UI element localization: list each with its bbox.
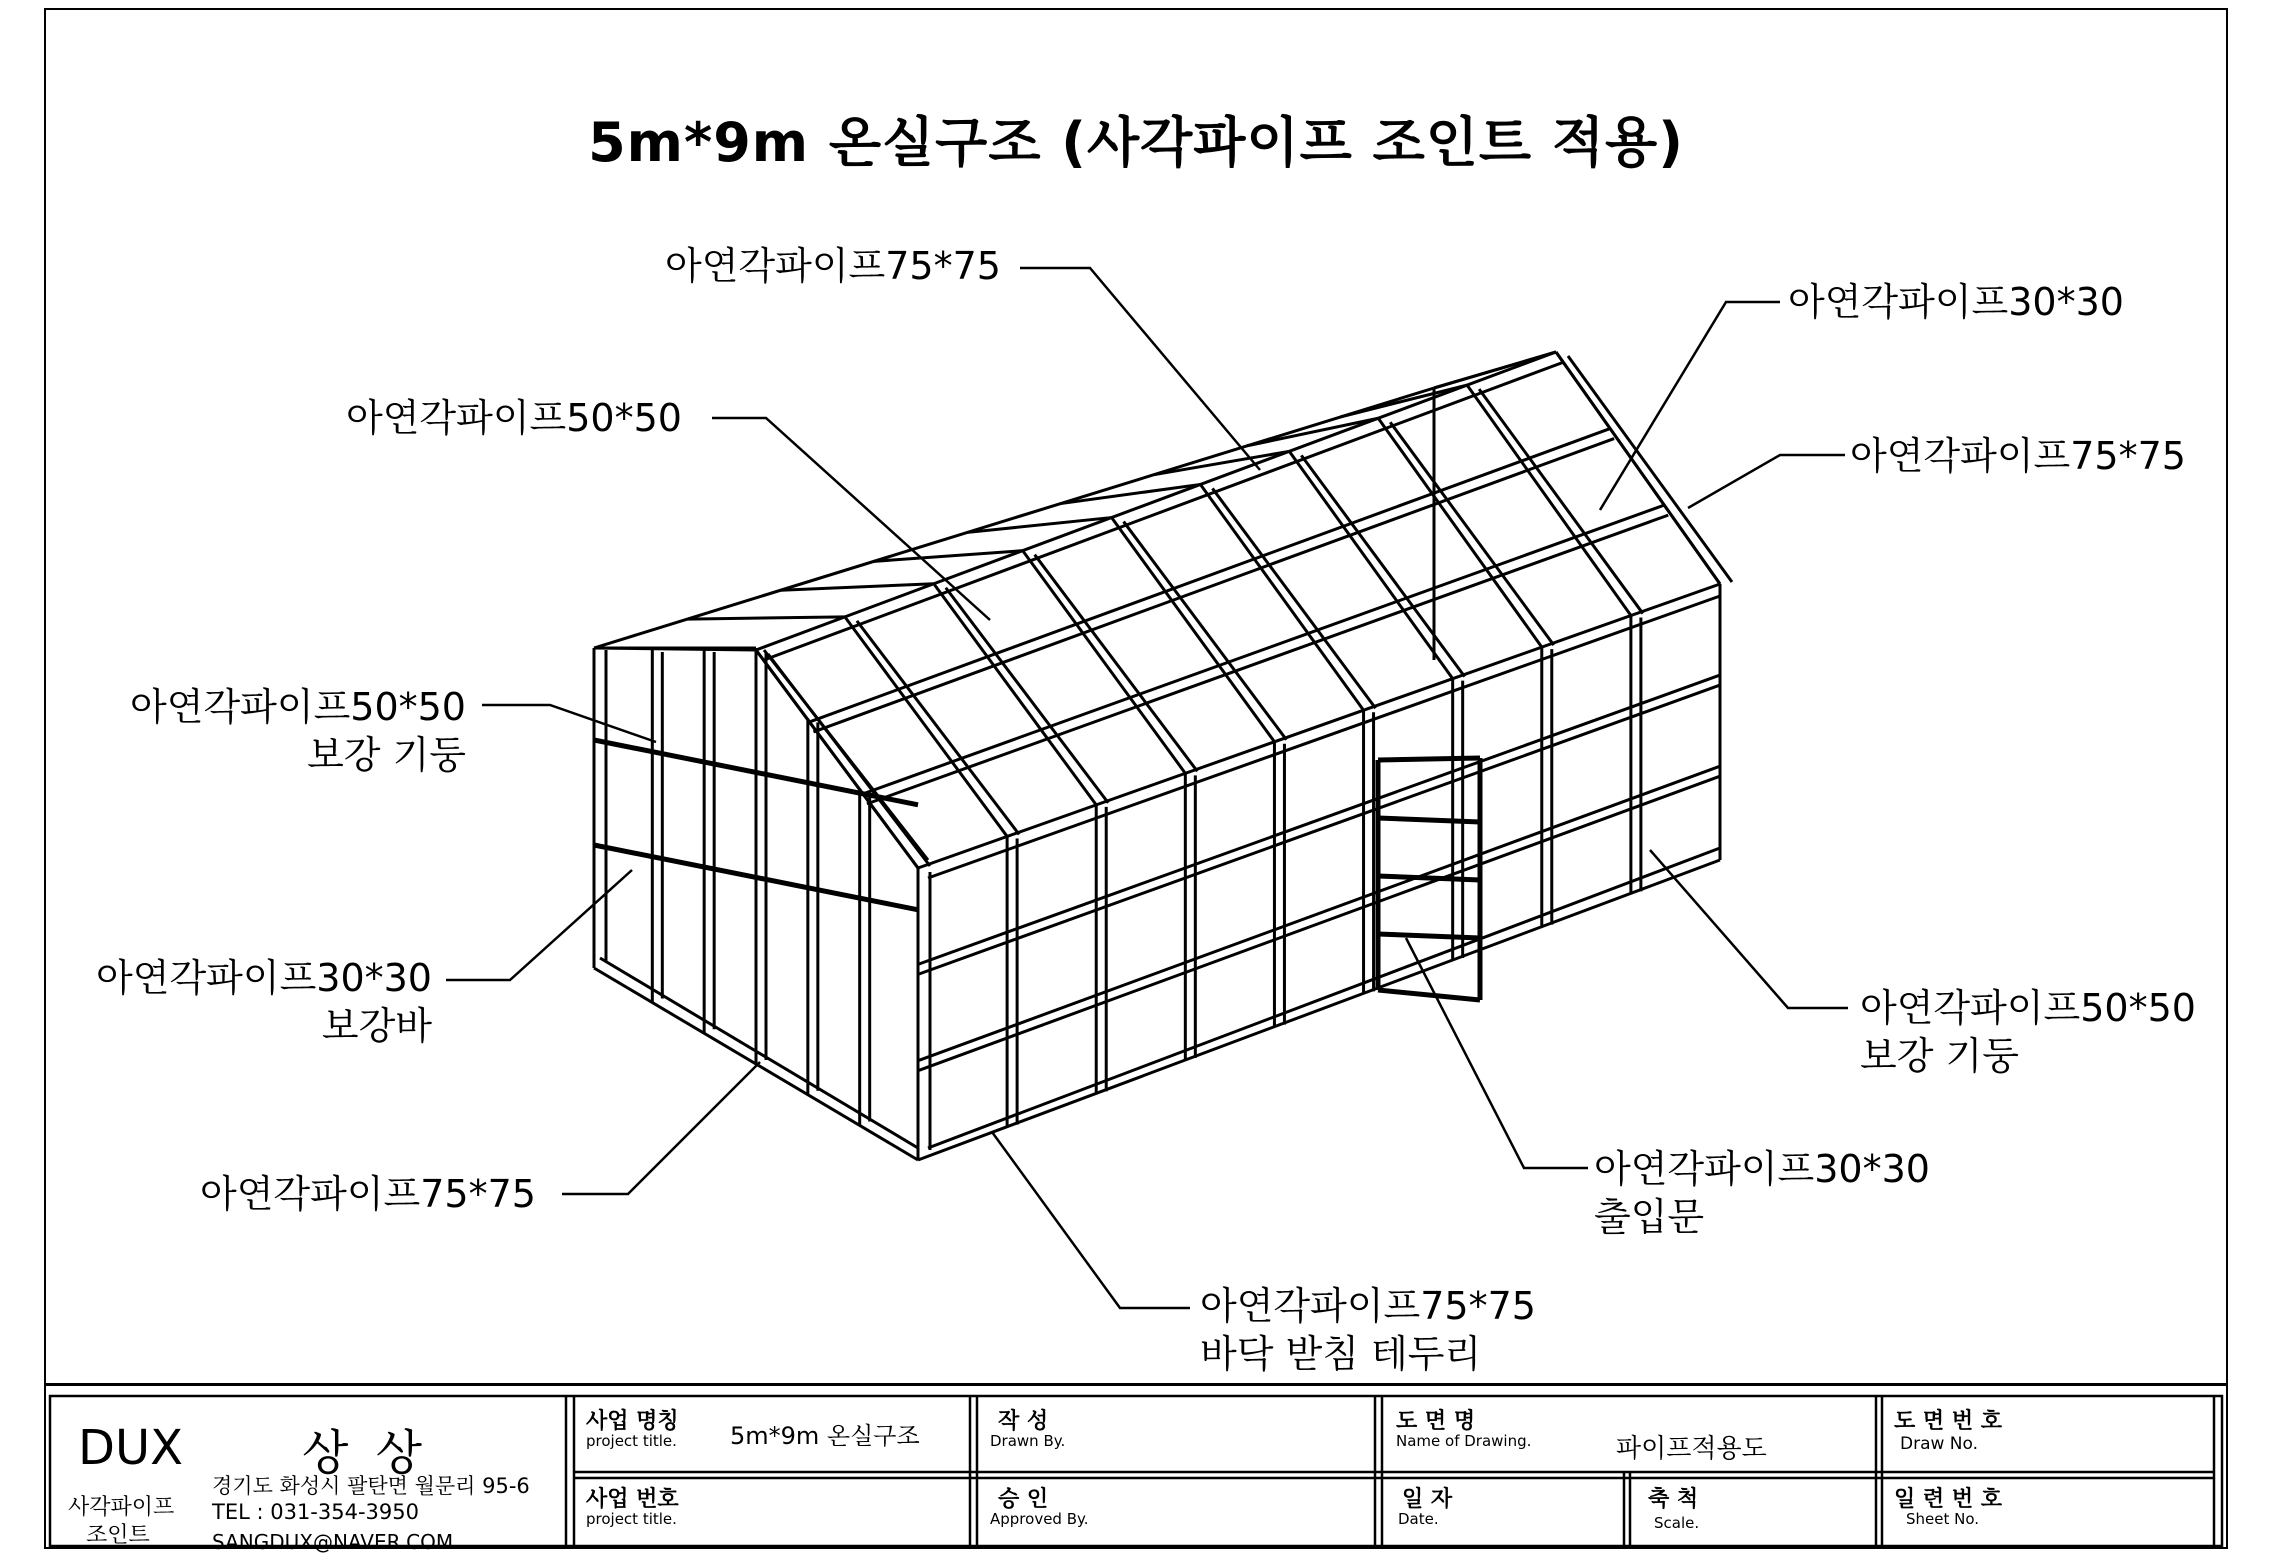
leader-line: [1020, 268, 1260, 470]
approved-by-label: 승 인: [998, 1487, 1049, 1512]
project-name-label: 사업 명칭: [586, 1409, 679, 1434]
side-base-beam: [918, 860, 1720, 1160]
door-rail: [1378, 818, 1480, 822]
draw-no-label: 도 면 번 호: [1894, 1409, 2002, 1434]
far-eave: [594, 388, 1434, 648]
door-frame: [1378, 990, 1480, 1000]
brand-name: 상 상: [302, 1425, 428, 1481]
label-left-bar: 아연각파이프30*30 보강바: [96, 956, 432, 1048]
roof-rafter-far: [594, 648, 756, 650]
project-no-label-en: project title.: [586, 1510, 677, 1528]
door-rail: [1378, 934, 1480, 938]
roof-rafter-far: [1341, 385, 1467, 417]
company-address: 경기도 화성시 팔탄면 월문리 95-6: [212, 1474, 530, 1498]
leader-line: [1688, 455, 1845, 508]
product-line-2: 조인트: [86, 1523, 150, 1548]
label-left-base: 아연각파이프75*75: [200, 1172, 536, 1216]
door-frame: [1378, 758, 1480, 760]
leader-line: [562, 1062, 760, 1194]
back-gable-top: [1434, 352, 1556, 388]
project-no-label: 사업 번호: [586, 1487, 679, 1512]
approved-by-label-en: Approved By.: [990, 1510, 1089, 1528]
roof-rafter-far: [687, 617, 845, 619]
project-name-label-en: project title.: [586, 1432, 677, 1450]
company-email: SANGDUX@NAVER.COM: [212, 1530, 454, 1554]
roof-rafter-far: [781, 584, 934, 590]
scale-label: 축 척: [1648, 1487, 1699, 1512]
drawn-by-label: 작 성: [998, 1409, 1049, 1434]
drawing-name-label: 도 면 명: [1396, 1409, 1476, 1434]
door-rail: [1378, 876, 1480, 880]
drawing-name-value: 파이프적용도: [1616, 1434, 1767, 1464]
roof-rafter-far: [1061, 484, 1201, 503]
draw-no-label-en: Draw No.: [1900, 1434, 1979, 1454]
date-label-en: Date.: [1398, 1510, 1439, 1528]
leader-line: [446, 870, 632, 980]
label-purlin-pipe: 아연각파이프30*30: [1788, 280, 2124, 324]
scale-label-en: Scale.: [1654, 1514, 1700, 1532]
label-ridge-pipe: 아연각파이프75*75: [665, 244, 1001, 288]
sheet-no-label: 일 련 번 호: [1894, 1487, 2002, 1512]
company-name: DUX: [78, 1420, 183, 1476]
roof-rafter: [1568, 356, 1732, 582]
leader-line: [992, 1132, 1190, 1308]
back-gable-rafter: [1556, 352, 1720, 584]
leader-line: [482, 705, 656, 742]
project-name-value: 5m*9m 온실구조: [730, 1422, 920, 1450]
side-base-beam: [928, 848, 1720, 1148]
company-tel: TEL : 031-354-3950: [212, 1500, 419, 1524]
label-base-frame: 아연각파이프75*75 바닥 받침 테두리: [1200, 1284, 1536, 1376]
drawing-name-label-en: Name of Drawing.: [1396, 1432, 1532, 1450]
leader-line: [1406, 938, 1588, 1168]
label-door: 아연각파이프30*30 출입문: [1594, 1147, 1930, 1239]
roof-rafter: [1289, 451, 1452, 678]
label-gable-pipe: 아연각파이프75*75: [1850, 434, 2186, 478]
leader-line: [1600, 302, 1780, 510]
side-rail: [918, 766, 1720, 1061]
date-label: 일 자: [1402, 1487, 1453, 1512]
label-left-post: 아연각파이프50*50 보강 기둥: [130, 685, 466, 777]
sheet-no-label-en: Sheet No.: [1906, 1510, 1980, 1528]
roof-purlin: [867, 515, 1668, 804]
title-block: [44, 1383, 2228, 1554]
label-rafter-pipe: 아연각파이프50*50: [346, 396, 682, 440]
drawing-title: 5m*9m 온실구조 (사각파이프 조인트 적용): [588, 111, 1684, 174]
roof-rafter: [1479, 389, 1643, 613]
product-line-1: 사각파이프: [68, 1495, 175, 1520]
drawn-by-label-en: Drawn By.: [990, 1432, 1066, 1450]
roof-rafter: [1378, 418, 1542, 647]
label-right-post: 아연각파이프50*50 보강 기둥: [1860, 986, 2196, 1078]
